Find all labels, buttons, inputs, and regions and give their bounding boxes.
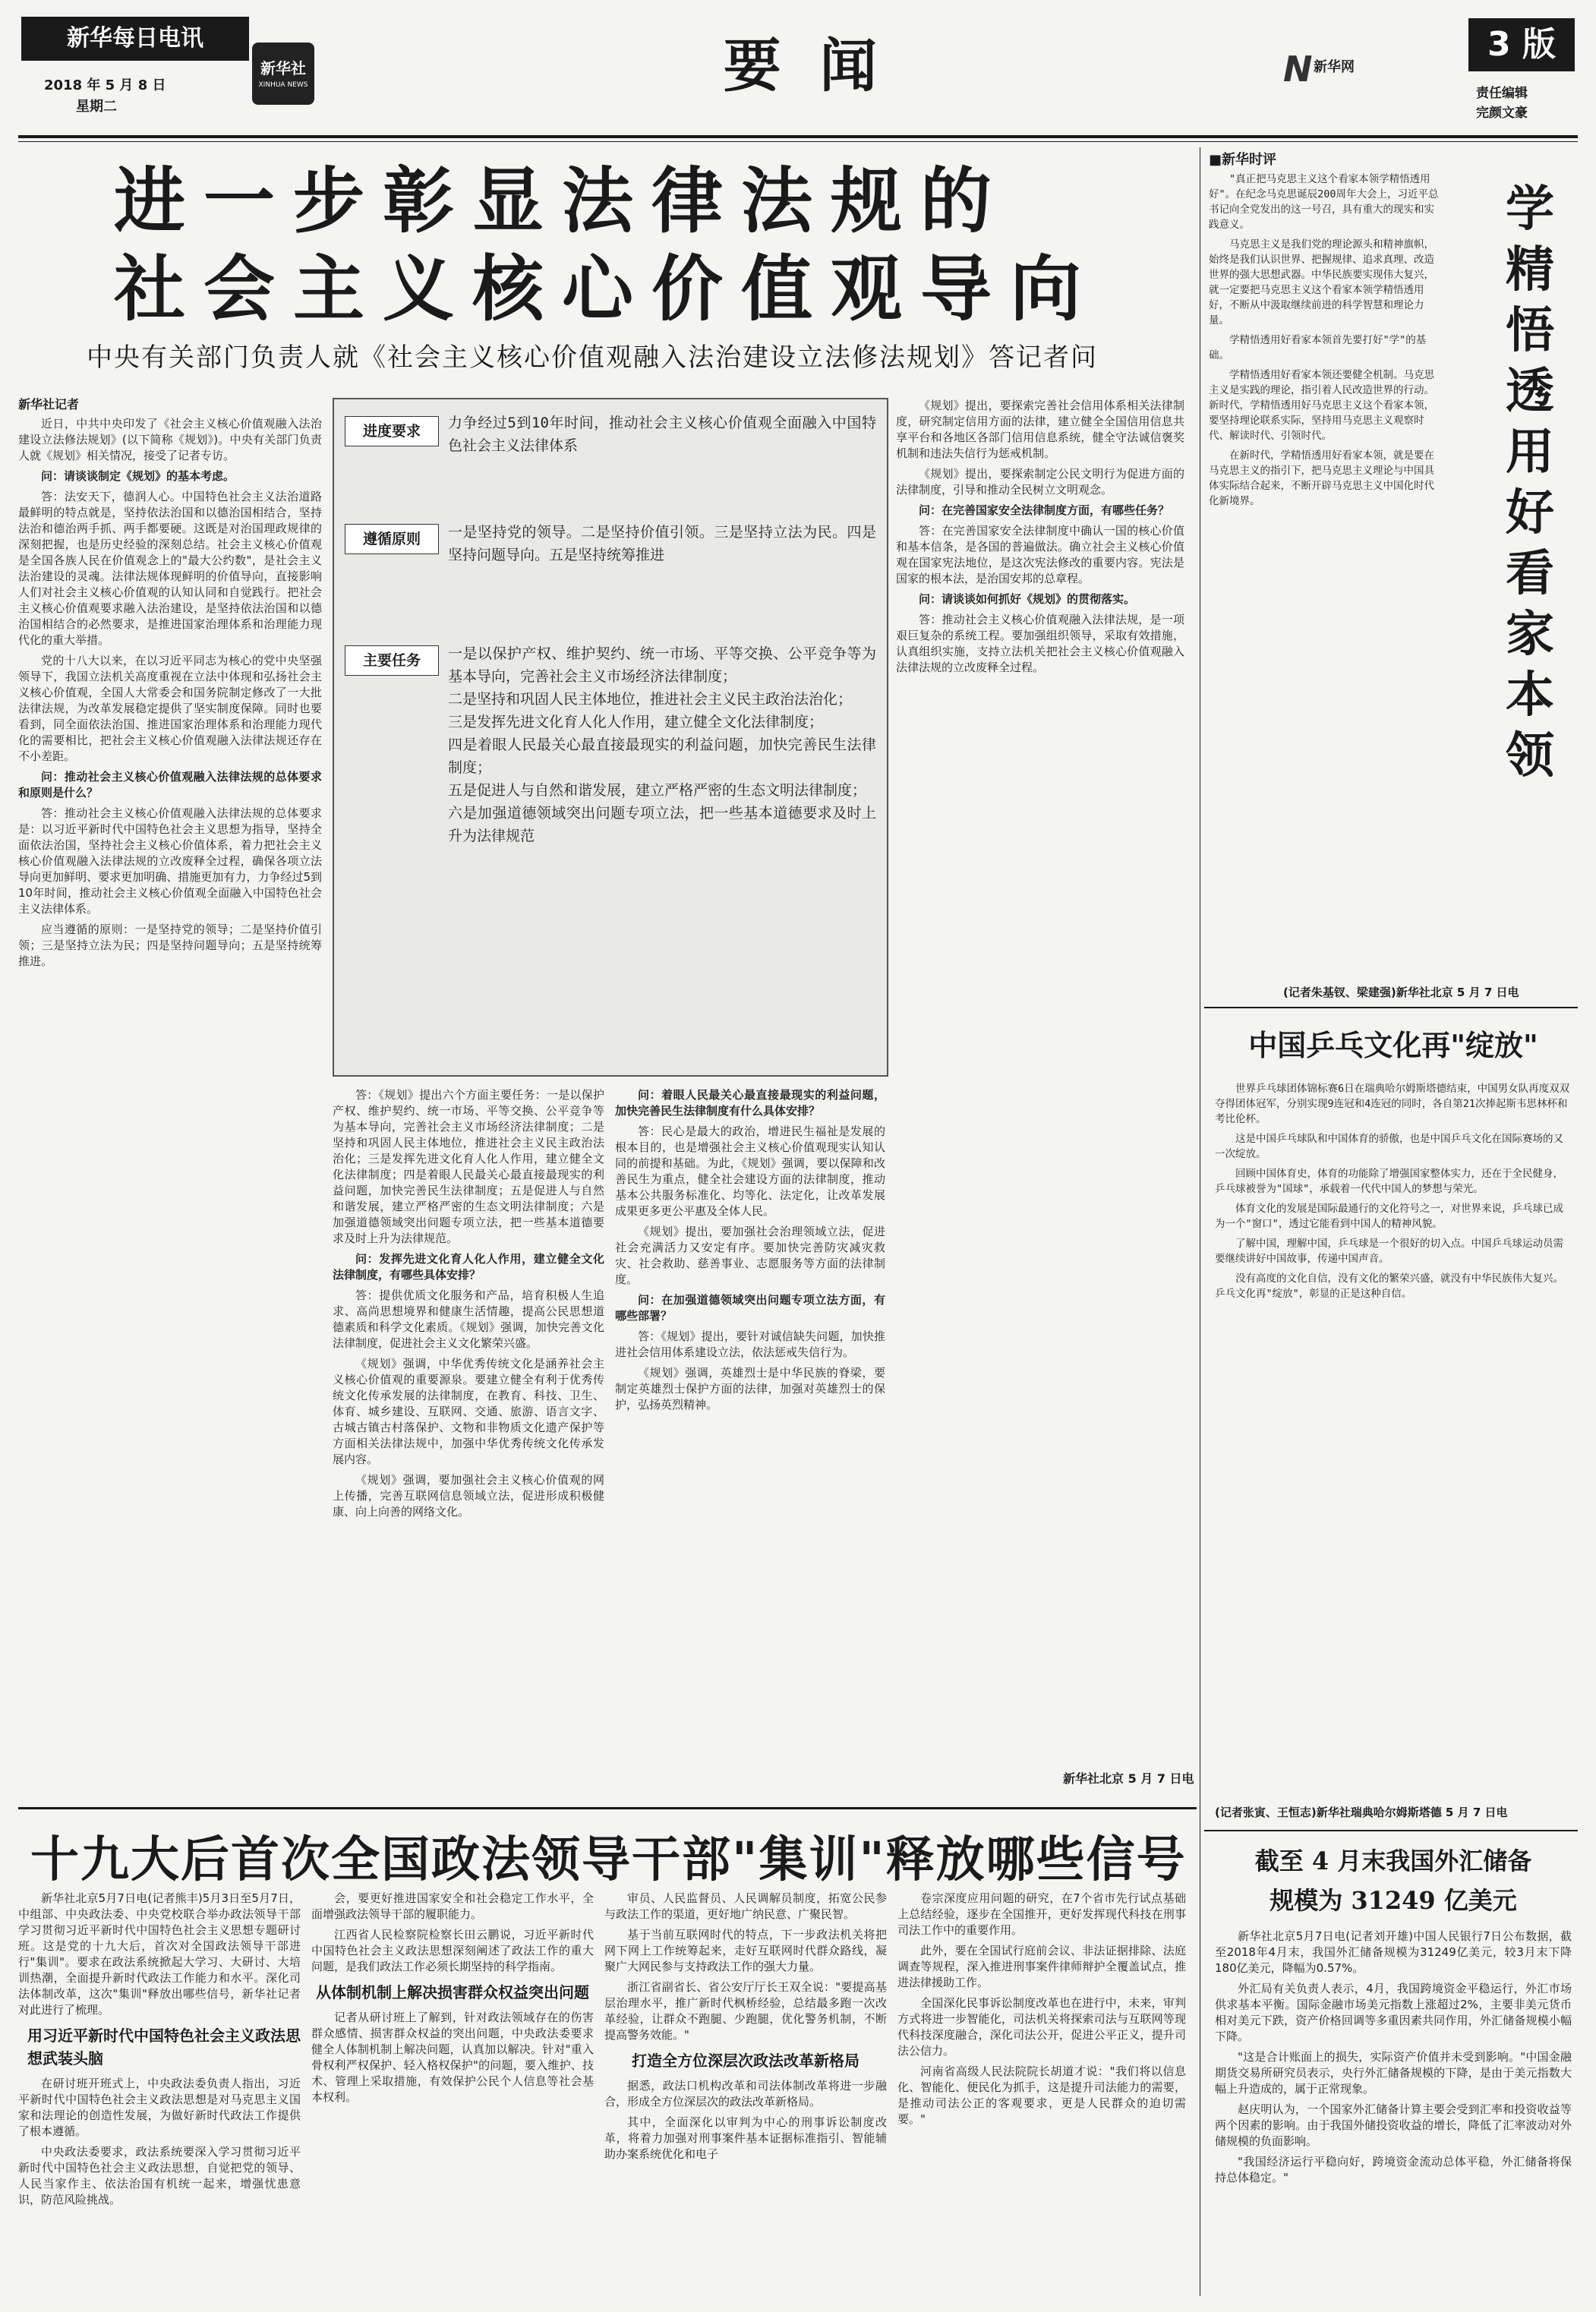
article-paragraph: 问：请谈谈制定《规划》的基本考虑。 — [41, 469, 235, 483]
issue-date: 2018 年 5 月 8 日 — [44, 77, 166, 93]
second-col-2-lead — [311, 1891, 594, 1975]
article-paragraph: 《规划》提出，要探索完善社会信用体系相关法律制度，研究制定信用方面的法律，建立健全全国信用信息共享平台和各地区各部门信用信息系统，健全守法诚信褒奖机制和违法失信行为惩戒机制。 — [896, 399, 1184, 460]
xinhuanet-logo — [1283, 46, 1367, 94]
info-box-text-principles: 一是坚持党的领导。二是坚持价值引领。三是坚持立法为民。四是坚持问题导向。五是坚持统筹推进 — [448, 524, 876, 563]
info-box-text-tasks: 一是以保护产权、维护契约、统一市场、平等交换、公平竞争等为基本导向，完善社会主义市场经济法律制度； 二是坚持和巩固人民主体地位，推进社会主义民主政治法治化； 三是发挥先进文化育人化人作用，建立健全文化法律制度； 四是着眼人民最关心最直接最现实的利益问题，加快完善民生法律制度； 五是促进人与自然和谐发展，建立严格严密的生态文明法律制度； 六是加强道德领域突出问题专项立法，把一些基本道德要求及时上升为法律规范 — [448, 645, 876, 844]
forex-paragraph: "我国经济运行平稳向好，跨境资金流动总体平稳，外汇储备将保持总体稳定。" — [1215, 2155, 1572, 2184]
commentary-body — [1209, 172, 1444, 976]
article-paragraph: 答：在完善国家安全法律制度中确认一国的核心价值和基本信条，是各国的普遍做法。确立社会主义核心价值观在国家宪法地位，是这次宪法修改的重要内容。宪法是国家的根本法，是治国安邦的总章程。 — [896, 524, 1184, 585]
article-paragraph: 近日，中共中央印发了《社会主义核心价值观融入法治建设立法修法规划》(以下简称《规划》)。中央有关部门负责人就《规划》相关情况，接受了记者专访。 — [18, 417, 322, 462]
info-box-label-progress: 进度要求 — [345, 416, 439, 446]
second-col-2 — [311, 1891, 594, 2301]
commentary-tag: ■新华时评 — [1209, 152, 1277, 168]
page-number: 3 版 — [1468, 18, 1575, 71]
commentary-paragraph: 马克思主义是我们党的理论源头和精神旗帜，始终是我们认识世界、把握规律、追求真理、改造世界的强大思想武器。中华民族要实现伟大复兴，就一定要把马克思主义这个看家本领学精悟透用好，不断从中汲取继续前进的科学智慧和理论力量。 — [1209, 238, 1434, 326]
forex-body — [1215, 1929, 1572, 2301]
pingpong-paragraph: 没有高度的文化自信，没有文化的繁荣兴盛，就没有中华民族伟大复兴。乒乓文化再"绽放"，彰显的正是这种自信。 — [1215, 1273, 1563, 1300]
article-paragraph: 答：民心是最大的政治，增进民生福祉是发展的根本目的，也是增强社会主义核心价值观现实认知认同的前提和基础。为此，《规划》强调，要以保障和改善民生为重点，健全社会建设方面的法律制度，推动基本公共服务标准化、均等化、法定化，让改革发展成果更多更公平惠及全体人民。 — [615, 1124, 885, 1218]
info-box-row-principles — [334, 513, 887, 627]
article-paragraph: 党的十八大以来，在以习近平同志为核心的党中央坚强领导下，我国立法机关高度重视在立法中体现和弘扬社会主义核心价值观，全国人大常委会和国务院制定修改了一大批法律法规，为改革发展稳定提供了坚实制度保障。同时也要看到，同全面依法治国、推进国家治理体系和治理能力现代化的需要相比，把社会主义核心价值观融入法律法规还存在不小差距。 — [18, 654, 322, 763]
main-dateline: 新华社北京 5 月 7 日电 — [1063, 1771, 1194, 1786]
main-subhead: 中央有关部门负责人就《社会主义核心价值观融入法治建设立法修法规划》答记者问 — [87, 342, 1098, 373]
commentary-byline: (记者朱基钗、梁建强)新华社北京 5 月 7 日电 — [1283, 986, 1519, 999]
main-col-2 — [333, 1087, 604, 1786]
pingpong-paragraph: 了解中国，理解中国，乒乓球是一个很好的切入点。中国乒乓球运动员需要继续讲好中国故事，传递中国声音。 — [1215, 1238, 1563, 1265]
commentary-paragraph: 学精悟透用好看家本领还要健全机制。马克思主义是实践的理论，指引着人民改造世界的行动。新时代，学精悟透用好马克思主义这个看家本领，要坚持理论联系实际，坚持用马克思主义观察时代、解读时代、引领时代。 — [1209, 369, 1434, 442]
pingpong-paragraph: 回顾中国体育史，体育的功能除了增强国家整体实力，还在于全民健身，乒乓球被誉为"国球"，承载着一代代中国人的梦想与荣光。 — [1215, 1168, 1563, 1195]
article-paragraph: 问：在加强道德领域突出问题专项立法方面，有哪些部署？ — [615, 1293, 885, 1323]
second-col-3-lead — [604, 1891, 887, 2043]
second-subhead-3: 打造全方位深层次政法改革新格局 — [632, 2052, 860, 2070]
info-box-label-principles: 遵循原则 — [345, 524, 439, 554]
bottom-section-rule — [18, 1807, 1197, 1809]
pingpong-paragraph: 世界乒乓球团体锦标赛6日在瑞典哈尔姆斯塔德结束，中国男女队再度双双夺得团体冠军，分别实现9连冠和4连冠的同时，各自第21次捧起斯韦思林杯和考比伦杯。 — [1215, 1083, 1570, 1125]
pingpong-paragraph: 体育文化的发展是国际最通行的文化符号之一，对世界来说，乒乓球已成为一个"窗口"，透过它能看到中国人的精神风貌。 — [1215, 1203, 1563, 1230]
article-paragraph: 问：请谈谈如何抓好《规划》的贯彻落实。 — [919, 592, 1136, 606]
commentary-paragraph: "真正把马克思主义这个看家本领学精悟透用好"。在纪念马克思诞辰200周年大会上，习近平总书记向全党发出的这一号召，具有重大的现实和实践意义。 — [1209, 173, 1439, 231]
article-paragraph: 答：推动社会主义核心价值观融入法律法规，是一项艰巨复杂的系统工程。要加强组织领导，采取有效措施，认真组织实施，支持立法机关把社会主义核心价值观融入法律法规的立改废释全过程。 — [896, 613, 1184, 674]
article-paragraph: 记者从研讨班上了解到，针对政法领域存在的伤害群众感情、损害群众权益的突出问题，中央政法委要求健全人体制机制上解决问题，认真加以解决。针对"重入骨权利严权保护、轻入格权保护"的问题，要入维护、技术、管理上采取措施，有效保护公民个人信息等社会基本权利。 — [311, 2011, 594, 2104]
article-paragraph: 新华社北京5月7日电(记者熊丰)5月3日至5月7日，中组部、中央政法委、中央党校联合举办政法领导干部学习贯彻习近平新时代中国特色社会主义思想专题研讨班。这是党的十九大后，首次对全国政法领导干部进行"集训"。要求在政法系统掀起大学习、大研讨、大培训热潮，全面提升新时代政法工作能力和水平。深化司法体制改革，这次"集训"释放出哪些信号，新华社记者对此进行了梳理。 — [18, 1891, 301, 2017]
article-paragraph: 据悉，政法口机构改革和司法体制改革将进一步融合，形成全方位深层次的政法改革新格局。 — [604, 2079, 887, 2109]
info-box — [333, 398, 888, 1077]
xinhua-logo — [252, 43, 314, 105]
info-box-label-tasks: 主要任务 — [345, 645, 439, 676]
second-col-2-body — [311, 2010, 594, 2105]
second-subhead-2: 从体制机制上解决损害群众权益突出问题 — [316, 1983, 589, 2001]
masthead-rule-thin — [18, 141, 1578, 142]
forex-headline-line1: 截至 4 月末我国外汇储备 — [1254, 1847, 1532, 1875]
forex-paragraph: 外汇局有关负责人表示，4月，我国跨境资金平稳运行，外汇市场供求基本平衡。国际金融市场美元指数上涨超过2%，主要非美元货币相对美元下跌，资产价格回调等多重因素共同作用，外汇储备规模小幅下降。 — [1215, 1982, 1572, 2043]
info-box-text-progress: 力争经过5到10年时间，推动社会主义核心价值观全面融入中国特色社会主义法律体系 — [448, 415, 876, 454]
xinhua-logo-text: 新华社 — [260, 59, 306, 77]
forex-paragraph: 新华社北京5月7日电(记者刘开雄)中国人民银行7日公布数据，截至2018年4月末，我国外汇储备规模为31249亿美元，较3月末下降180亿美元，降幅为0.57%。 — [1215, 1929, 1572, 1975]
article-paragraph: 应当遵循的原则：一是坚持党的领导；二是坚持价值引领；三是坚持立法为民；四是坚持问题导向；五是坚持统筹推进。 — [18, 923, 322, 968]
second-col-1 — [18, 1891, 301, 2301]
article-paragraph: 此外，要在全国试行庭前会议、非法证据排除、法庭调查等规程，深入推进刑事案件律师辩护全覆盖试点，推进法律援助工作。 — [897, 1944, 1186, 1989]
article-paragraph: 基于当前互联网时代的特点，下一步政法机关将把网下网上工作统筹起来，走好互联网时代群众路线，凝聚广大网民参与支持政法工作的强大力量。 — [604, 1928, 887, 1973]
masthead-rule — [18, 135, 1578, 138]
main-col-4 — [896, 398, 1184, 1765]
section-title: 要 闻 — [723, 32, 887, 99]
article-paragraph: 其中，全面深化以审判为中心的刑事诉讼制度改革，将着力加强对刑事案件基本证据标准指引、智能辅助办案系统优化和电子 — [604, 2115, 887, 2161]
main-col-3 — [615, 1087, 885, 1786]
article-paragraph: 答：推动社会主义核心价值观融入法律法规的总体要求是：以习近平新时代中国特色社会主义思想为指导，坚持全面依法治国，坚持社会主义核心价值体系，着力把社会主义核心价值观融入法律法规的立改废释全过程，确保各项立法导向更加鲜明、要求更加明确、措施更加有力，力争经过5到10年时间，推动社会主义核心价值观全面融入中国特色社会主义法律体系。 — [18, 806, 322, 916]
article-paragraph: 江西省人民检察院检察长田云鹏说，习近平新时代中国特色社会主义政法思想深刻阐述了政法工作的重大问题，是我们政法工作必须长期坚持的科学指南。 — [311, 1928, 594, 1973]
commentary-rule — [1204, 1007, 1578, 1008]
xinhua-logo-sub: XINHUA NEWS — [258, 81, 308, 89]
article-paragraph: 审员、人民监督员、人民调解员制度，拓宽公民参与政法工作的渠道，更好地广纳民意、广聚民智。 — [604, 1891, 887, 1921]
article-paragraph: 《规划》提出，要加强社会治理领域立法，促进社会充满活力又安定有序。要加快完善防灾减灾救灾、社会救助、慈善事业、志愿服务等方面的法律制度。 — [615, 1225, 885, 1286]
forex-headline-line2: 规模为 31249 亿美元 — [1270, 1886, 1517, 1915]
article-paragraph: 浙江省副省长、省公安厅厅长王双全说："要提高基层治理水平，推广新时代枫桥经验，总结最多跑一次改革经验，让群众不跑腿、少跑腿，优化警务机制，不断提高警务效能。" — [604, 1980, 887, 2042]
xinhuanet-logo-mark: N — [1283, 49, 1313, 90]
article-paragraph: 答：《规划》提出六个方面主要任务：一是以保护产权、维护契约、统一市场、平等交换、公平竞争等为基本导向，完善社会主义市场经济法律制度；二是坚持和巩固人民主体地位，推进社会主义民主政治法治化；三是发挥先进文化育人化人作用，建立健全文化法律制度；四是着眼人民最关心最直接最现实的利益问题，加快完善民生法律制度；五是促进人与自然和谐发展，建立严格严密的生态文明法律制度；六是加强道德领域突出问题专项立法，把一些基本道德要求及时上升为法律规范。 — [333, 1088, 604, 1245]
article-paragraph: 问：发挥先进文化育人化人作用，建立健全文化法律制度，有哪些具体安排？ — [333, 1252, 604, 1282]
main-col-1 — [18, 416, 322, 1806]
pingpong-body — [1215, 1081, 1573, 1795]
article-paragraph: 《规划》强调，英雄烈士是中华民族的脊梁，要制定英雄烈士保护方面的法律，加强对英雄烈士的保护，弘扬英烈精神。 — [615, 1366, 885, 1411]
article-paragraph: 在研讨班开班式上，中央政法委负责人指出，习近平新时代中国特色社会主义政法思想是对马克思主义国家和法理论的创造性发展，为做好新时代政法工作提供了根本遵循。 — [18, 2077, 301, 2138]
article-paragraph: 问：推动社会主义核心价值观融入法律法规的总体要求和原则是什么？ — [18, 770, 322, 800]
forex-rule — [1204, 1830, 1578, 1831]
masthead — [0, 0, 1596, 144]
pingpong-paragraph: 这是中国乒乓球队和中国体育的骄傲，也是中国乒乓文化在国际赛场的又一次绽放。 — [1215, 1133, 1563, 1160]
article-paragraph: 中央政法委要求，政法系统要深入学习贯彻习近平新时代中国特色社会主义政法思想，自觉把党的领导、人民当家作主、依法治国有机统一起来，增强忧患意识，防范风险挑战。 — [18, 2145, 301, 2206]
editor-label: 责任编辑 — [1476, 86, 1528, 101]
second-col-1-body — [18, 2076, 301, 2208]
commentary-paragraph: 在新时代，学精悟透用好看家本领，就是要在马克思主义的指引下，把马克思主义理论与中国具体实际结合起来，不断开辟马克思主义中国化时代化新境界。 — [1209, 449, 1434, 507]
main-headline-line2: 社会主义核心价值观导向 — [114, 248, 1100, 331]
article-paragraph: 问：着眼人民最关心最直接最现实的利益问题，加快完善民生法律制度有什么具体安排？ — [615, 1088, 885, 1118]
commentary-headline: 学精悟透用好看家本领 — [1506, 181, 1554, 784]
second-headline: 十九大后首次全国政法领导干部"集训"释放哪些信号 — [30, 1831, 1187, 1888]
second-subhead-1: 用习近平新时代中国特色社会主义政法思想武装头脑 — [27, 2027, 301, 2068]
issue-weekday: 星期二 — [76, 99, 117, 115]
article-paragraph: 卷宗深度应用问题的研究，在7个省市先行试点基础上总结经验，逐步在全国推开，更好发挥现代科技在刑事司法工作中的重要作用。 — [897, 1891, 1186, 1937]
pingpong-byline: (记者张寅、王恒志)新华社瑞典哈尔姆斯塔德 5 月 7 日电 — [1215, 1806, 1508, 1819]
main-byline: 新华社记者 — [18, 397, 80, 412]
article-paragraph: 答：法安天下，德润人心。中国特色社会主义法治道路最鲜明的特点就是，坚持依法治国和以德治国相结合，坚持法治和德治两手抓、两手都要硬。这既是对治国理政规律的深刻把握，也是历史经验的深刻总结。社会主义核心价值观是全国各族人民在价值观念上的"最大公约数"，是社会主义法治建设的灵魂。法律法规体现鲜明的价值导向，直接影响人们对社会主义核心价值观的认知认同和自觉践行。把社会主义核心价值观要求融入法治建设，是坚持依法治国和以德治国相结合的必然要求，是推进国家治理体系和治理能力现代化的重大举措。 — [18, 490, 322, 647]
article-paragraph: 《规划》强调，要加强社会主义核心价值观的网上传播，完善互联网信息领域立法，促进形成积极健康、向上向善的网络文化。 — [333, 1473, 604, 1519]
second-col-1-lead — [18, 1891, 301, 2018]
article-paragraph: 答：《规划》提出，要针对诚信缺失问题，加快推进社会信用体系建设立法，依法惩戒失信行为。 — [615, 1329, 885, 1359]
article-paragraph: 《规划》强调，中华优秀传统文化是涵养社会主义核心价值观的重要源泉。要建立健全有利于优秀传统文化传承发展的法律制度，在教育、科技、卫生、体育、城乡建设、互联网、交通、旅游、语言文字、古城古镇古村落保护、文物和非物质文化遗产保护等方面相关法律法规中，加强中华优秀传统文化传承发展内容。 — [333, 1357, 604, 1466]
article-paragraph: 全国深化民事诉讼制度改革也在进行中，未来，审判方式将进一步智能化，司法机关将探索司法与互联网等现代科技深度融合，深化司法公开，促进公平正义，提升司法公信力。 — [897, 1996, 1186, 2058]
second-col-3 — [604, 1891, 887, 2301]
article-paragraph: 《规划》提出，要探索制定公民文明行为促进方面的法律制度，引导和推动全民树立文明观念。 — [896, 467, 1184, 497]
xinhuanet-logo-text: 新华网 — [1314, 59, 1355, 75]
editor-name: 完颜文豪 — [1476, 106, 1528, 121]
info-box-row-progress — [334, 399, 887, 506]
main-headline-line1: 进一步彰显法律法规的 — [114, 159, 1011, 243]
second-col-3-body — [604, 2078, 887, 2162]
forex-paragraph: 赵庆明认为，一个国家外汇储备计算主要会受到汇率和投资收益等两个因素的影响。由于我国外储投资收益的增长，降低了汇率波动对外储规模的负面影响。 — [1215, 2102, 1572, 2148]
pingpong-headline: 中国乒乓文化再"绽放" — [1248, 1028, 1538, 1062]
article-paragraph: 答：提供优质文化服务和产品，培育积极人生追求、高尚思想境界和健康生活情趣，提高公民思想道德素质和科学文化素质。《规划》强调，加快完善文化法律制度，促进社会主义文化繁荣兴盛。 — [333, 1288, 604, 1350]
article-paragraph: 问：在完善国家安全法律制度方面，有哪些任务？ — [919, 503, 1170, 517]
paper-name: 新华每日电讯 — [21, 17, 249, 61]
article-paragraph: 河南省高级人民法院院长胡道才说："我们将以信息化、智能化、便民化为抓手，这是提升司法能力的需要，是推动司法公正的客观要求，更是人民群众的迫切需要。" — [897, 2064, 1186, 2126]
info-box-row-tasks — [334, 635, 887, 1068]
commentary-paragraph: 学精悟透用好看家本领首先要打好"学"的基础。 — [1209, 334, 1427, 361]
forex-paragraph: "这是合计账面上的损失，实际资产价值并未受到影响。"中国金融期货交易所研究员表示，央行外汇储备规模的下降，是由于美元指数大幅上升造成的，属于正常现象。 — [1215, 2050, 1572, 2096]
second-col-4 — [897, 1891, 1186, 2301]
article-paragraph: 会，要更好推进国家安全和社会稳定工作水平，全面增强政法领导干部的履职能力。 — [311, 1891, 594, 1921]
